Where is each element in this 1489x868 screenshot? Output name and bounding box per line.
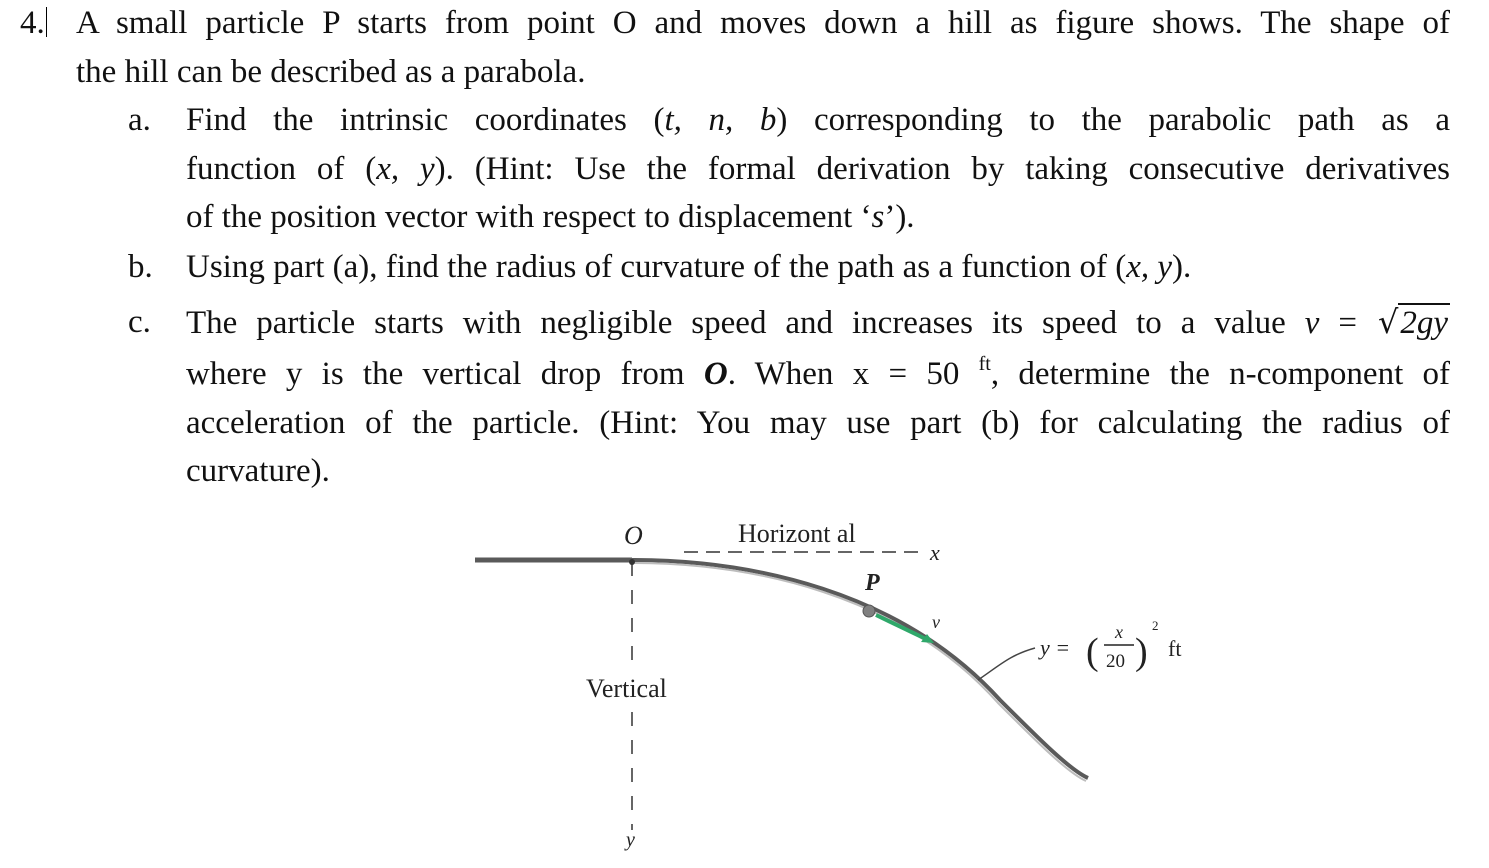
particle-p (863, 605, 875, 617)
origin-label: O (624, 521, 643, 550)
velocity-label: v (932, 612, 940, 632)
equation-leader (978, 648, 1035, 680)
part-a-label: a. (128, 102, 151, 138)
intro-line-1: A small particle P starts from point O and moves down a hill as figure shows. The shape of (76, 5, 1450, 41)
equation-unit: ft (1168, 636, 1182, 661)
problem-number: 4. (20, 5, 45, 41)
velocity-arrow (876, 615, 928, 640)
x-axis-label: x (930, 540, 940, 565)
part-a-line-1: Find the intrinsic coordinates (t, n, b) corresponding to the parabolic path as a (186, 102, 1451, 138)
left-paren: ( (1086, 631, 1099, 673)
part-c-label: c. (128, 304, 151, 340)
part-a-line-3: of the position vector with respect to displacement ‘s’). (186, 199, 915, 235)
part-a-line-2: function of (x, y). (Hint: Use the formal derivation by taking consecutive derivatives (186, 151, 1451, 187)
sqrt-expression: √2gy (1377, 303, 1448, 341)
origin-point (629, 559, 635, 565)
hill-shading (632, 563, 1086, 781)
part-c-line-3: acceleration of the particle. (Hint: You may use part (b) for calculating the radius of (186, 405, 1450, 441)
vertical-label: Vertical (586, 674, 667, 703)
parabola-equation (1038, 618, 1181, 673)
equation-lhs: y = (1040, 635, 1071, 660)
intro-line-2: the hill can be described as a parabola. (76, 54, 586, 90)
fraction-denominator: 20 (1106, 651, 1125, 672)
right-paren: ) (1135, 631, 1148, 673)
horizontal-label: Horizont al (738, 519, 856, 548)
part-c-line-1: The particle starts with negligible speed and increases its speed to a value v = √2gy (186, 303, 1448, 341)
part-c-line-2: where y is the vertical drop from O. When x = 50 $^{ft}$, determine the n-component of (186, 353, 1450, 392)
particle-label: P (865, 570, 880, 596)
part-b-text: Using part (a), find the radius of curvature of the path as a function of (x, y). (186, 249, 1192, 285)
parabolic-hill (632, 560, 1088, 778)
part-c-line-4: curvature). (186, 453, 330, 489)
fraction-numerator: x (1115, 622, 1123, 642)
y-axis-label: y (626, 829, 635, 851)
exponent: 2 (1152, 618, 1159, 633)
part-b-label: b. (128, 249, 153, 285)
